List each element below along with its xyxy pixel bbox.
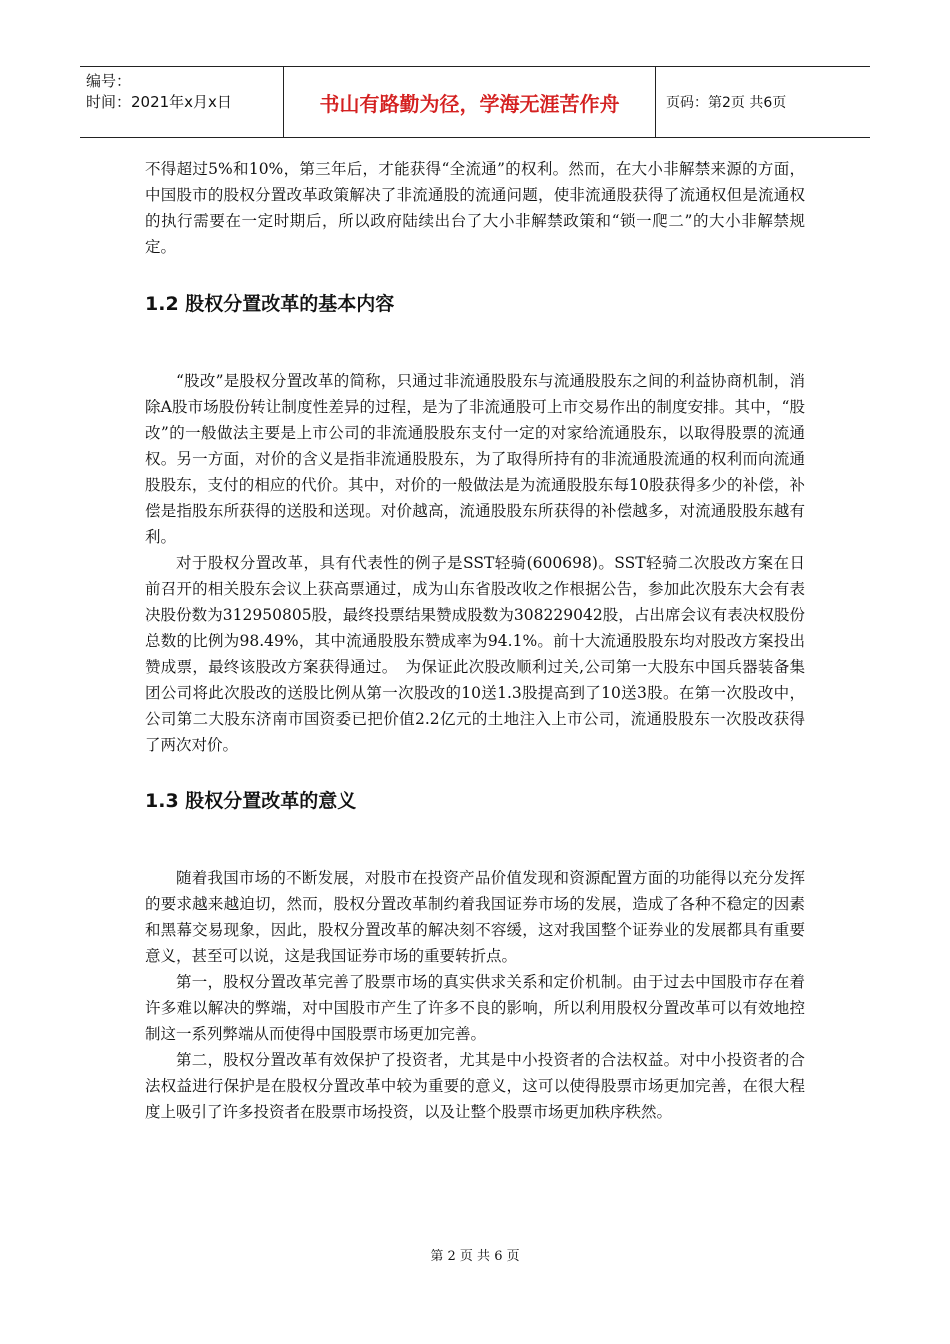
serial-label: 编号： xyxy=(86,72,132,90)
page-footer: 第 2 页 共 6 页 xyxy=(430,1249,520,1264)
paragraph-1-3-2: 第一，股权分置改革完善了股票市场的真实供求关系和定价机制。由于过去中国股市存在着许多难以解决的弊端，对中国股市产生了许多不良的影响，所以利用股权分置改革可以有效地控制这一系列弊端从而使得中国股票市场更加完善。 xyxy=(145,973,805,1043)
document-body xyxy=(145,156,805,1125)
time-label: 时间：2021年x月x日 xyxy=(86,93,232,111)
header-page-info: 页码：第2页 共6页 xyxy=(666,95,787,111)
header-meta xyxy=(80,67,284,137)
header-motto: 书山有路勤为径，学海无涯苦作舟 xyxy=(284,67,656,137)
section-heading-1-3: 1.3 股权分置改革的意义 xyxy=(145,790,357,812)
section-heading-1-2: 1.2 股权分置改革的基本内容 xyxy=(145,293,395,315)
paragraph-1-2-2: 对于股权分置改革，具有代表性的例子是SST轻骑(600698)。SST轻骑二次股改方案在日前召开的相关股东会议上获高票通过，成为山东省股改收之作根据公告，参加此次股东大会有表决股份数为312950805股，最终投票结果赞成股数为308229042股，占出席会议有表决权股份总数的比例为98.49%，其中流通股股东赞成率为94.1%。前十大流通股股东均对股改方案投出赞成票，最终该股改方案获得通过。 为保证此次股改顺利过关,公司第一大股东中国兵器装备集团公司将此次股改的送股比例从第一次股改的10送1.3股提高到了10送3股。在第一次股改中，公司第二大股东济南市国资委已把价值2.2亿元的土地注入上市公司，流通股股东一次股改获得了两次对价。 xyxy=(145,554,805,754)
paragraph-intro: 不得超过5%和10%，第三年后，才能获得“全流通”的权利。然而，在大小非解禁来源的方面，中国股市的股权分置改革政策解决了非流通股的流通问题，使非流通股获得了流通权但是流通权的执行需要在一定时期后，所以政府陆续出台了大小非解禁政策和“锁一爬二”的大小非解禁规定。 xyxy=(145,160,805,256)
paragraph-1-3-3: 第二，股权分置改革有效保护了投资者，尤其是中小投资者的合法权益。对中小投资者的合法权益进行保护是在股权分置改革中较为重要的意义，这可以使得股票市场更加完善，在很大程度上吸引了许多投资者在股票市场投资，以及让整个股票市场更加秩序秩然。 xyxy=(145,1051,805,1121)
page-header xyxy=(80,66,870,138)
paragraph-1-3-1: 随着我国市场的不断发展，对股市在投资产品价值发现和资源配置方面的功能得以充分发挥的要求越来越迫切，然而，股权分置改革制约着我国证券市场的发展，造成了各种不稳定的因素和黑幕交易现象，因此，股权分置改革的解决刻不容缓，这对我国整个证券业的发展都具有重要意义，甚至可以说，这是我国证券市场的重要转折点。 xyxy=(145,869,805,965)
paragraph-1-2-1: “股改”是股权分置改革的简称，只通过非流通股股东与流通股股东之间的利益协商机制，消除A股市场股份转让制度性差异的过程，是为了非流通股可上市交易作出的制度安排。其中，“股改”的一般做法主要是上市公司的非流通股股东支付一定的对家给流通股东，以取得股票的流通权。另一方面，对价的含义是指非流通股股东，为了取得所持有的非流通股流通的权利而向流通股股东，支付的相应的代价。其中，对价的一般做法是为流通股股东每10股获得多少的补偿，补偿是指股东所获得的送股和送现。对价越高，流通股股东所获得的补偿越多，对流通股股东越有利。 xyxy=(145,372,805,546)
